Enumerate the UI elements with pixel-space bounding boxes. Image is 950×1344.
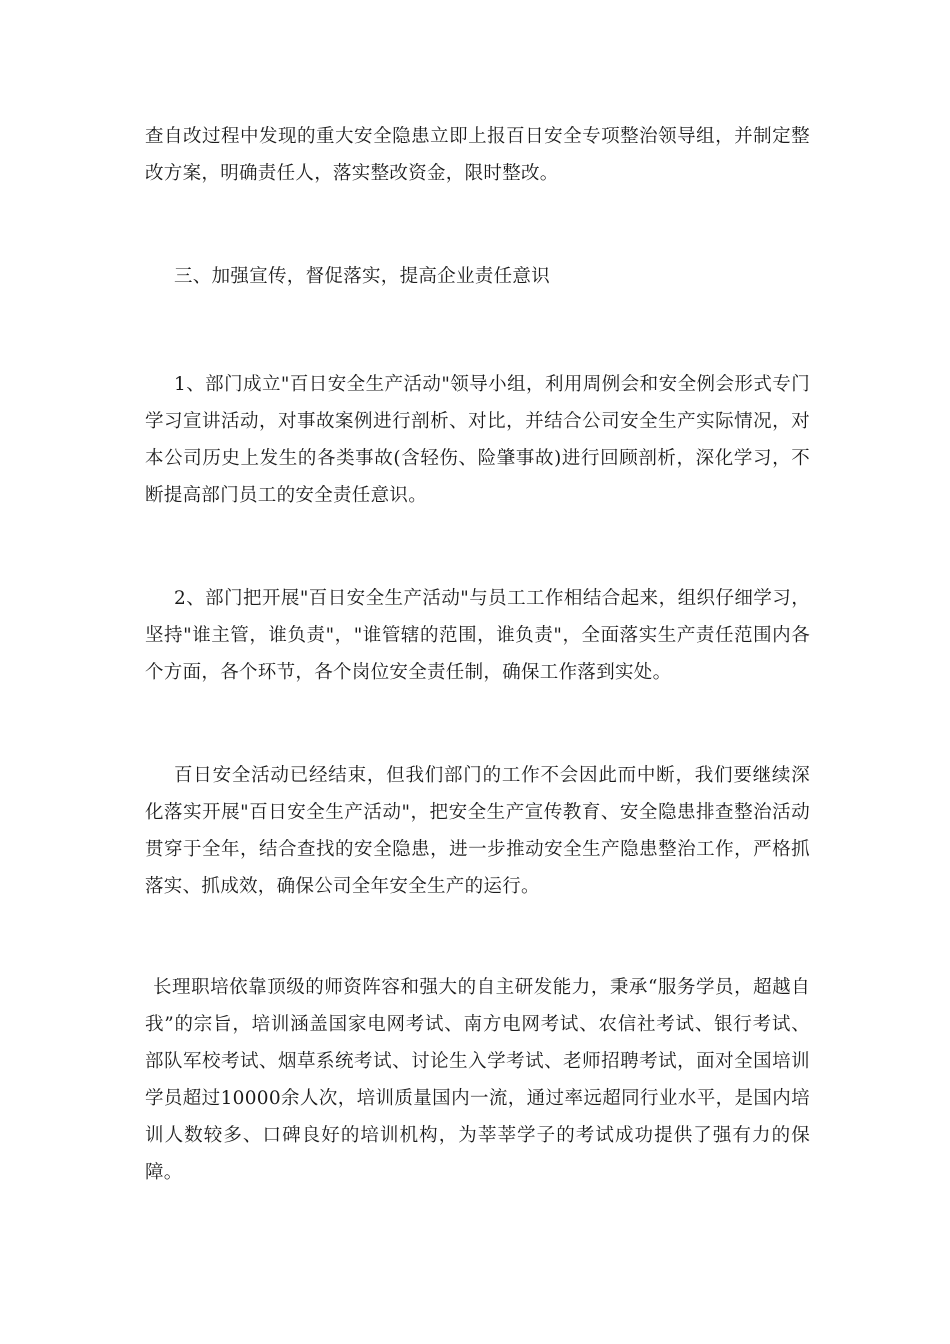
paragraph-promotion: 长理职培依靠顶级的师资阵容和强大的自主研发能力，秉承“服务学员，超越自我”的宗旨，培训涵盖国家电网考试、南方电网考试、农信社考试、银行考试、部队军校考试、烟草系统考试、讨论生入学考试、老师招聘考试，面对全国培训学员超过10000余人次，培训质量国内一流，通过率远超同行业水平，是国内培训人数较多、口碑良好的培训机构，为莘莘学子的考试成功提供了强有力的保障。: [145, 977, 810, 1183]
paragraph-rectification: 查自改过程中发现的重大安全隐患立即上报百日安全专项整治领导组，并制定整改方案，明确责任人，落实整改资金，限时整改。: [145, 126, 810, 184]
paragraph-item-2: 2、部门把开展"百日安全生产活动"与员工工作相结合起来，组织仔细学习，坚持"谁主管，谁负责"，"谁管辖的范围，谁负责"，全面落实生产责任范围内各个方面，各个环节，各个岗位安全责任制，确保工作落到实处。: [145, 588, 810, 683]
section-heading: 三、加强宣传，督促落实，提高企业责任意识: [174, 266, 551, 287]
paragraph-item-1: 1、部门成立"百日安全生产活动"领导小组，利用周例会和安全例会形式专门学习宣讲活动，对事故案例进行剖析、对比，并结合公司安全生产实际情况，对本公司历史上发生的各类事故(含轻伤、险肇事故)进行回顾剖析，深化学习，不断提高部门员工的安全责任意识。: [145, 374, 810, 506]
paragraph-conclusion: 百日安全活动已经结束，但我们部门的工作不会因此而中断，我们要继续深化落实开展"百日安全生产活动"，把安全生产宣传教育、安全隐患排查整治活动贯穿于全年，结合查找的安全隐患，进一步推动安全生产隐患整治工作，严格抓落实、抓成效，确保公司全年安全生产的运行。: [145, 765, 810, 897]
